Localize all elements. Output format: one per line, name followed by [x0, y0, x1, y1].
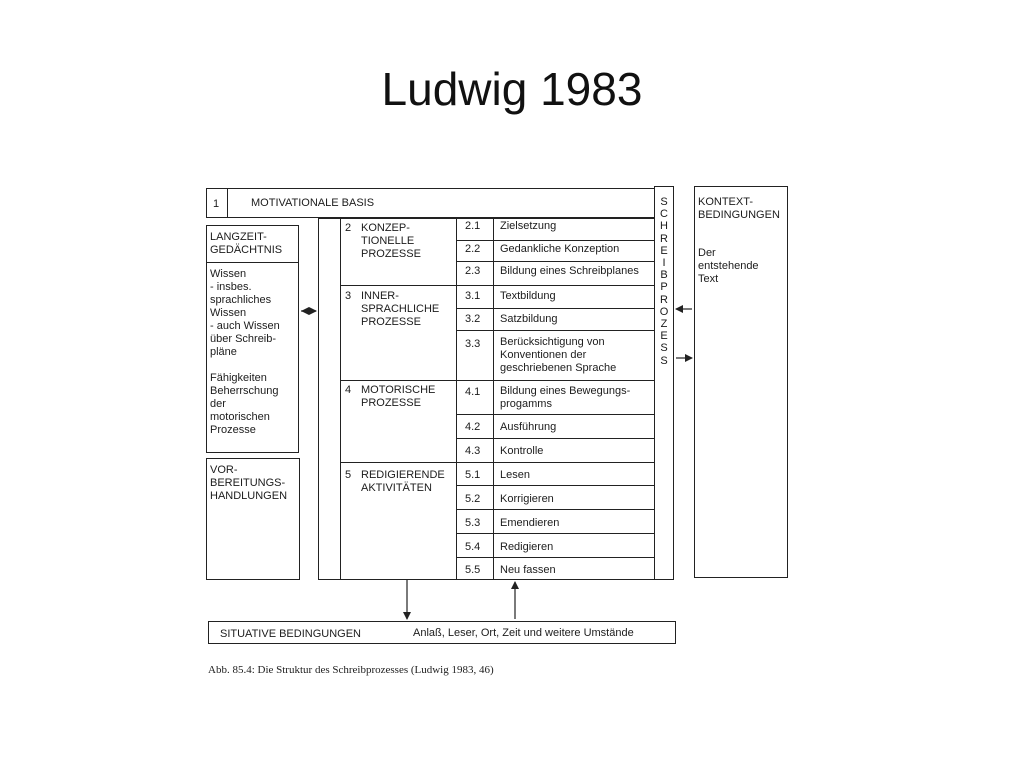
- group-label: INNER- SPRACHLICHE PROZESSE: [361, 290, 440, 328]
- row-label: Bildung eines Bewegungs- progamms: [500, 385, 631, 410]
- row-label: Berücksichtigung von Konventionen der geschriebenen Sprache: [500, 336, 617, 374]
- row-number: 3.1: [465, 290, 481, 302]
- row-label: Neu fassen: [500, 564, 556, 576]
- figure-caption: Abb. 85.4: Die Struktur des Schreibprozesses (Ludwig 1983, 46): [208, 664, 494, 676]
- group-label: REDIGIERENDE AKTIVITÄTEN: [361, 469, 445, 494]
- context-arrow: [676, 309, 692, 358]
- row-label: Lesen: [500, 469, 530, 481]
- row-number: 3.2: [465, 313, 481, 325]
- row-number: 5.5: [465, 564, 481, 576]
- context-conditions-body: Der entstehende Text: [698, 247, 759, 285]
- group-number: 5: [345, 469, 352, 481]
- row-label: Emendieren: [500, 517, 560, 529]
- row-number: 5.3: [465, 517, 481, 529]
- motivation-label: MOTIVATIONALE BASIS: [251, 197, 375, 209]
- row-label: Redigieren: [500, 541, 554, 553]
- row-label: Gedankliche Konzeption: [500, 243, 620, 255]
- situational-conditions-label: SITUATIVE BEDINGUNGEN: [220, 628, 361, 640]
- row-label: Zielsetzung: [500, 220, 557, 232]
- situation-arrow: [407, 580, 515, 619]
- row-number: 4.3: [465, 445, 481, 457]
- row-number: 2.3: [465, 265, 481, 277]
- longterm-memory-title: LANGZEIT- GEDÄCHTNIS: [210, 231, 283, 256]
- writing-process-vertical-label-right: S C H R E I B P R O Z E S S: [659, 196, 669, 367]
- context-conditions-title: KONTEXT- BEDINGUNGEN: [698, 196, 780, 221]
- group-number: 2: [345, 222, 352, 234]
- group-number: 3: [345, 290, 352, 302]
- row-number: 4.2: [465, 421, 481, 433]
- motivation-number: 1: [213, 198, 220, 210]
- row-number: 5.4: [465, 541, 481, 553]
- row-number: 5.2: [465, 493, 481, 505]
- row-number: 2.2: [465, 243, 481, 255]
- longterm-memory-body: Wissen - insbes. sprachliches Wissen - auch Wissen über Schreib- pläne Fähigkeiten Beherrschung der motorischen Prozesse: [210, 268, 280, 436]
- row-number: 4.1: [465, 386, 481, 398]
- preparation-label: VOR- BEREITUNGS- HANDLUNGEN: [210, 464, 288, 502]
- row-label: Satzbildung: [500, 313, 558, 325]
- row-label: Korrigieren: [500, 493, 554, 505]
- row-label: Textbildung: [500, 290, 556, 302]
- row-number: 3.3: [465, 338, 481, 350]
- situational-conditions-detail: Anlaß, Leser, Ort, Zeit und weitere Umstände: [413, 627, 634, 639]
- row-number: 2.1: [465, 220, 481, 232]
- row-number: 5.1: [465, 469, 481, 481]
- slide-title: Ludwig 1983: [381, 63, 643, 115]
- row-label: Bildung eines Schreibplanes: [500, 265, 639, 277]
- row-label: Ausführung: [500, 421, 557, 433]
- row-label: Kontrolle: [500, 445, 544, 457]
- group-number: 4: [345, 384, 352, 396]
- group-label: KONZEP- TIONELLE PROZESSE: [361, 222, 421, 260]
- group-label: MOTORISCHE PROZESSE: [361, 384, 436, 409]
